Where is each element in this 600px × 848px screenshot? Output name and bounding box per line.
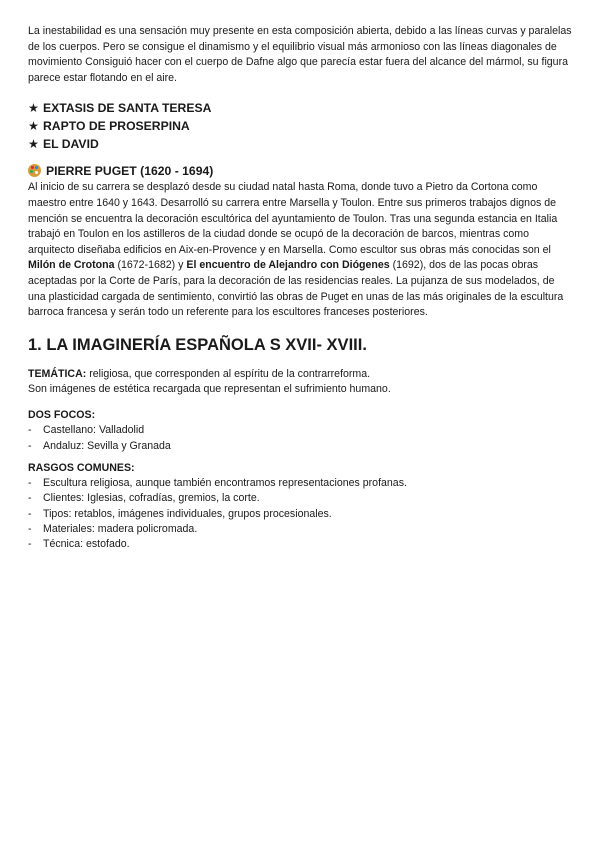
work-item bbox=[28, 99, 572, 117]
work-title: EL DAVID bbox=[43, 137, 99, 152]
dash-mark: - bbox=[28, 507, 32, 520]
bio-text: (1672-1682) y bbox=[114, 259, 187, 272]
dash-mark: - bbox=[28, 522, 32, 535]
rasgos-label: RASGOS COMUNES: bbox=[28, 461, 135, 474]
list-item bbox=[28, 476, 572, 491]
bio-text: Al inicio de su carrera se desplazó desde su ciudad natal hasta Roma, donde tuvo a Pietro da Cortona como maestro entre 1640 y 1643. Desarrolló su carrera entre Marsella y Toulon. Entre sus primeros trabajos dignos de mención se encuentra la decoración escultórica del ayuntamiento de Toulon. Tras una segunda estancia en Italia trabajó en Toulon en los astilleros de la ciudad donde se ocupó de la decoración de barcos, mientras como arquitecto diseñaba edificios en Aix-en-Provence y en Marsella. Como escultor sus obras más conocidas son el bbox=[28, 181, 558, 256]
dash-mark: - bbox=[28, 424, 32, 437]
tematica-label: TEMÁTICA: bbox=[28, 367, 87, 380]
list-item-text: Materiales: madera policromada. bbox=[43, 522, 198, 535]
artist-palette-icon bbox=[28, 164, 41, 177]
list-item-text: Tipos: retablos, imágenes individuales, grupos procesionales. bbox=[43, 507, 332, 520]
list-item-text: Técnica: estofado. bbox=[43, 537, 130, 550]
list-item bbox=[28, 423, 572, 438]
rasgos-list bbox=[28, 476, 572, 552]
list-item bbox=[28, 507, 572, 522]
list-item bbox=[28, 537, 572, 552]
list-item bbox=[28, 439, 572, 454]
list-item bbox=[28, 522, 572, 537]
star-icon: ★ bbox=[28, 101, 39, 116]
intro-paragraph: La inestabilidad es una sensación muy presente en esta composición abierta, debido a las líneas curvas y paralelas de los cuerpos. Pero se consigue el dinamismo y el equilibrio visual más armonioso con las líneas diagonales de movimiento Consiguió hacer con el cuerpo de Dafne algo que parecía estar fuera del alcance del mármol, su figura parece estar flotando en el aire. bbox=[28, 25, 572, 84]
star-icon: ★ bbox=[28, 119, 39, 134]
work-item bbox=[28, 117, 572, 135]
list-item bbox=[28, 491, 572, 506]
tematica-text: religiosa, que corresponden al espíritu de la contrarreforma. bbox=[86, 367, 371, 380]
tematica-block bbox=[28, 367, 572, 398]
dash-mark: - bbox=[28, 537, 32, 550]
focos-list bbox=[28, 423, 572, 453]
section-title: 1. LA IMAGINERÍA ESPAÑOLA S XVII- XVIII. bbox=[28, 335, 367, 354]
list-item-text: Castellano: Valladolid bbox=[43, 424, 145, 437]
work-item bbox=[28, 135, 572, 153]
list-item-text: Escultura religiosa, aunque también encontramos representaciones profanas. bbox=[43, 477, 407, 490]
focos-label: DOS FOCOS: bbox=[28, 408, 96, 421]
work-title: RAPTO DE PROSERPINA bbox=[43, 119, 190, 134]
works-list bbox=[28, 99, 572, 153]
artist-heading-text: PIERRE PUGET (1620 - 1694) bbox=[46, 164, 214, 179]
dash-mark: - bbox=[28, 477, 32, 490]
work-name-encuentro: El encuentro de Alejandro con Diógenes bbox=[186, 259, 390, 272]
artist-bio bbox=[28, 180, 572, 320]
dash-mark: - bbox=[28, 492, 32, 505]
work-name-milon: Milón de Crotona bbox=[28, 259, 115, 272]
dash-mark: - bbox=[28, 439, 32, 452]
list-item-text: Andaluz: Sevilla y Granada bbox=[43, 439, 171, 452]
bio-text: (1692), dos de las pocas obras aceptadas por la Corte de París, para la decoración de las residencias reales. La pujanza de sus modelados, de una plasticidad cargada de sentimiento, convirtió las obras de Puget en unas de las más originales de la escultura barroca francesa y serán todo un referente para los escultores franceses posteriores. bbox=[28, 259, 564, 319]
work-title: EXTASIS DE SANTA TERESA bbox=[43, 101, 212, 116]
star-icon: ★ bbox=[28, 137, 39, 152]
tematica-line2: Son imágenes de estética recargada que representan el sufrimiento humano. bbox=[28, 383, 391, 396]
artist-heading bbox=[28, 163, 572, 180]
list-item-text: Clientes: Iglesias, cofradías, gremios, la corte. bbox=[43, 492, 260, 505]
